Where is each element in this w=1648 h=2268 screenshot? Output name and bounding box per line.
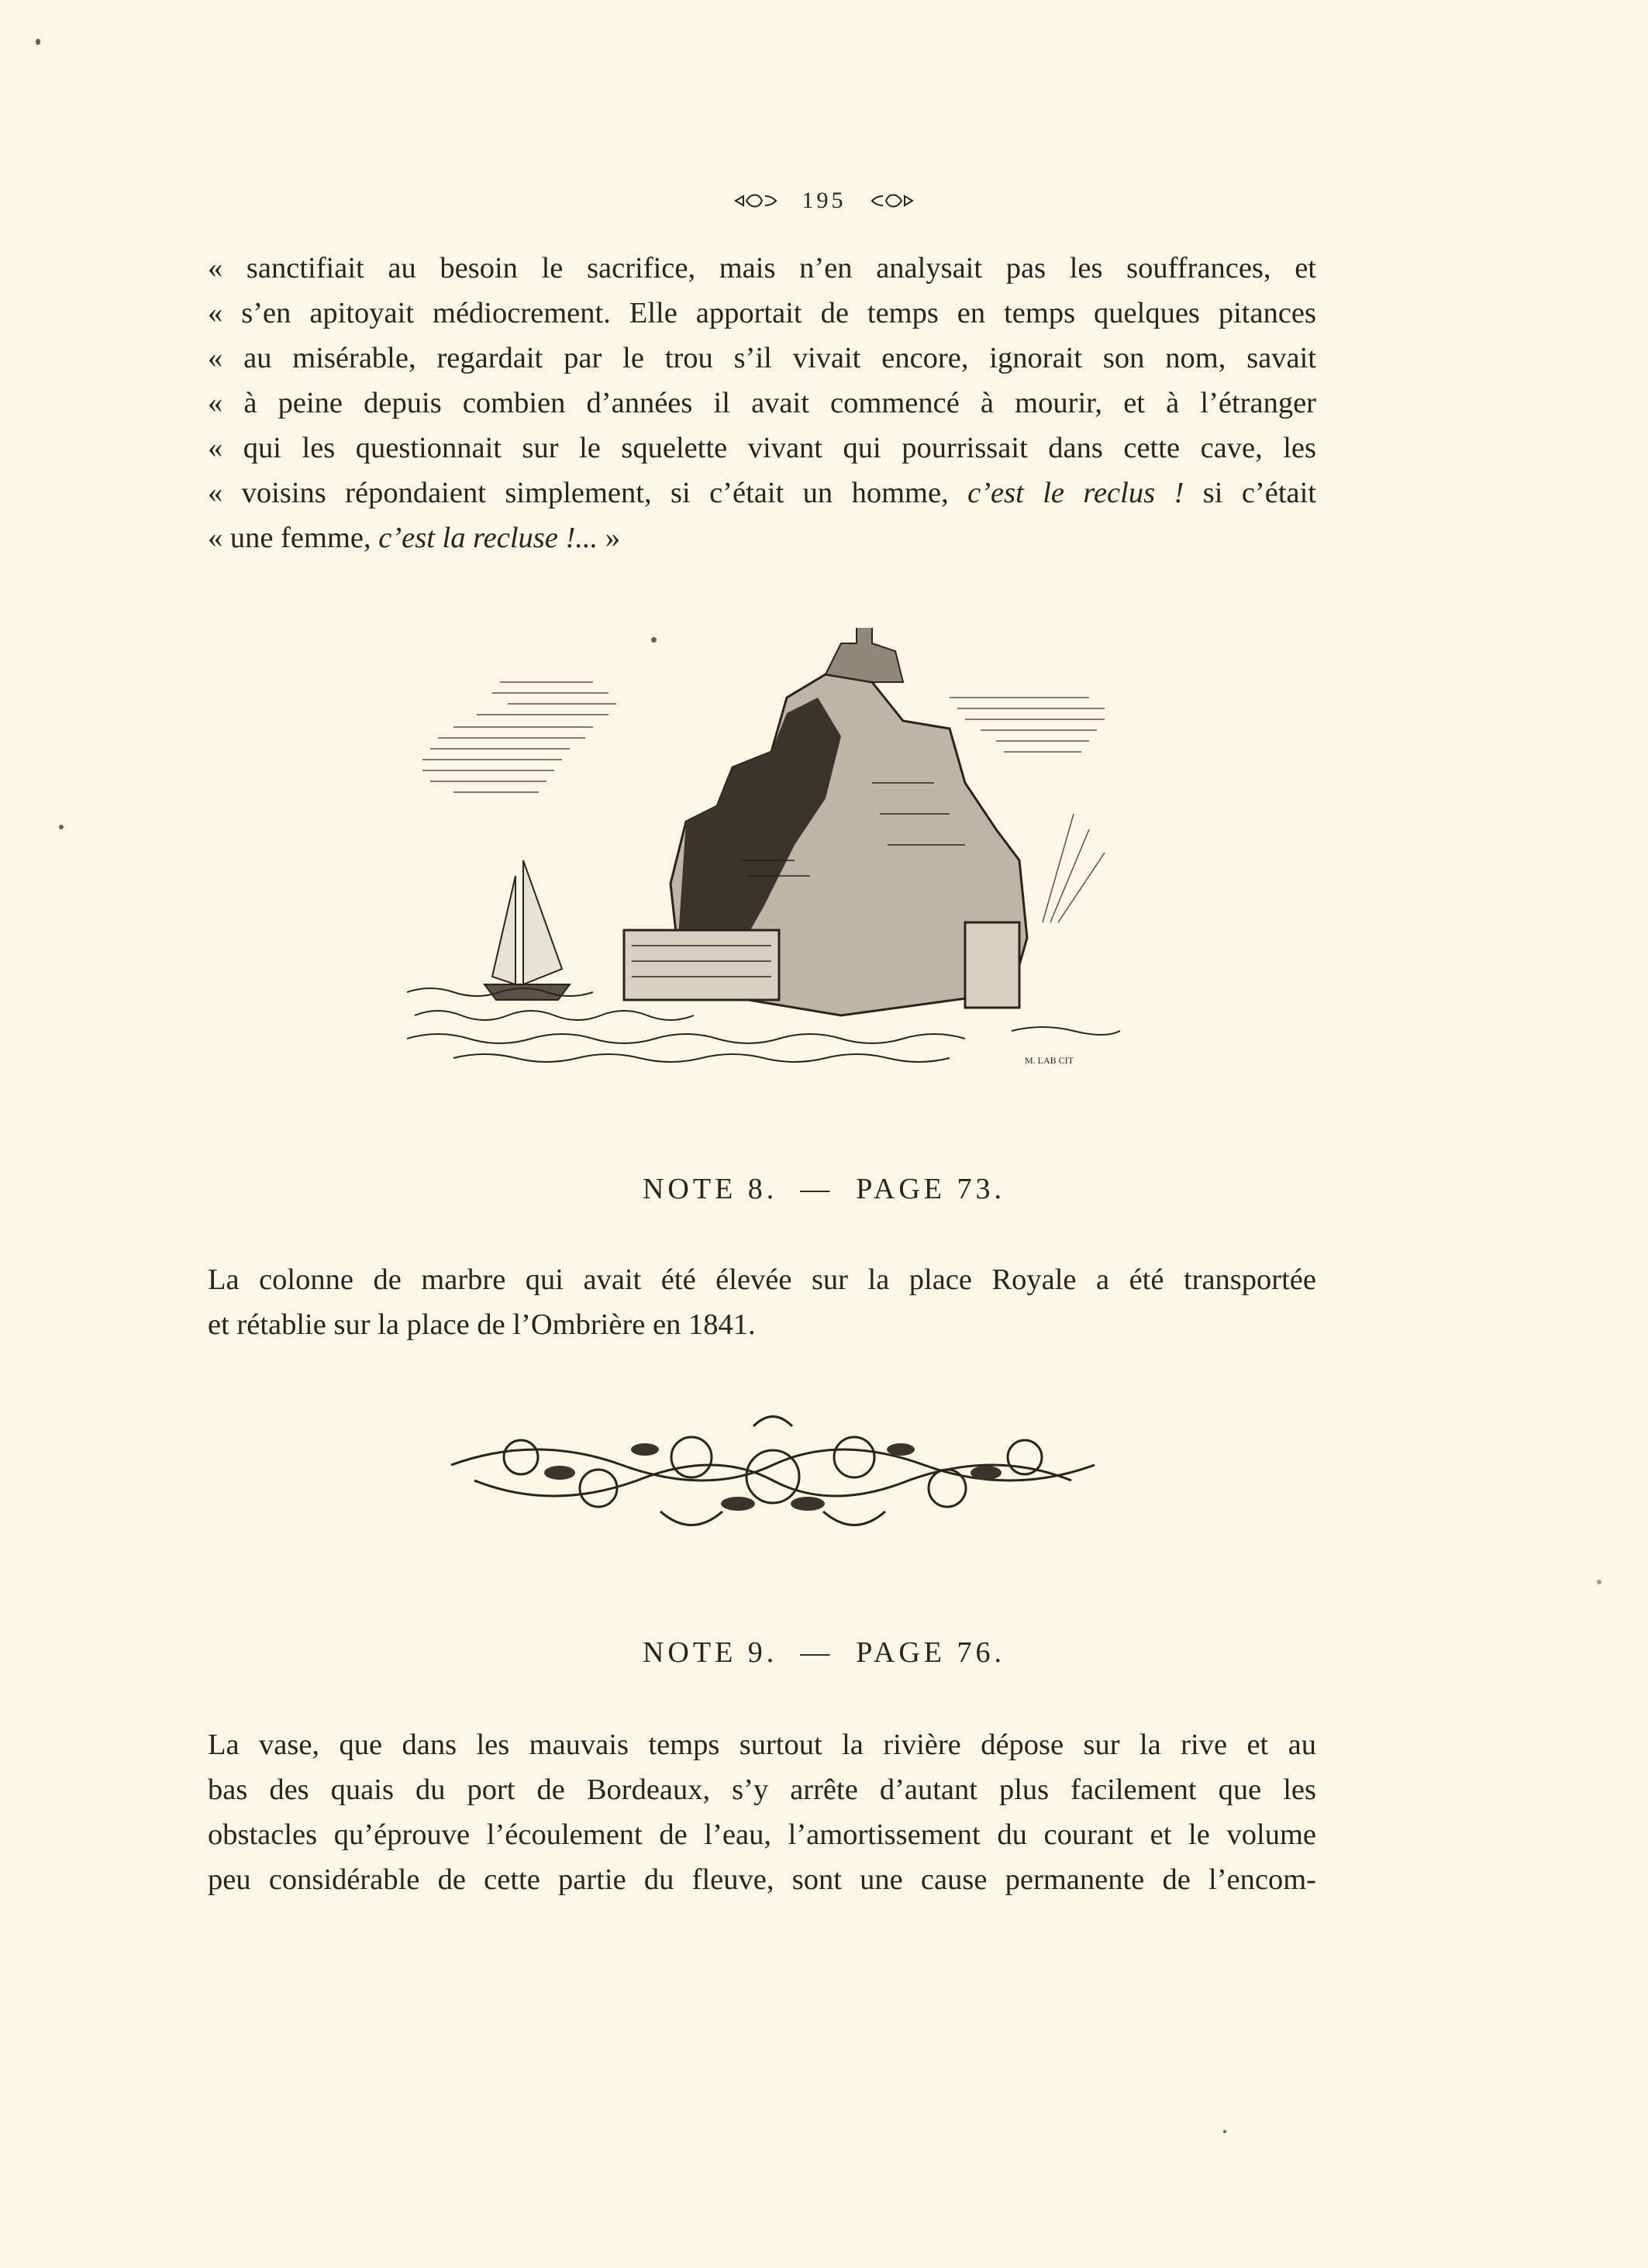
paragraph-line: bas des quais du port de Bordeaux, s’y arrête d’autant plus facilement que les [208, 1773, 1316, 1806]
quote-line: « s’en apitoyait médiocrement. Elle apportait de temps en temps quelques pitances [208, 297, 1316, 329]
rampart-wall [624, 930, 779, 1000]
paragraph-line: La colonne de marbre qui avait été élevée sur la place Royale a été transportée [208, 1263, 1316, 1296]
quote-line: « voisins répondaient simplement, si c’était un homme, c’est le reclus ! si c’était [208, 477, 1316, 509]
right-ornament-icon [869, 191, 915, 210]
quote-line: « qui les questionnait sur le squelette vivant qui pourrissait dans cette cave, les [208, 432, 1316, 464]
paragraph-line: peu considérable de cette partie du fleuve, sont une cause permanente de l’encom- [208, 1863, 1316, 1896]
paragraph-line: obstacles qu’éprouve l’écoulement de l’eau, l’amortissement du courant et le volume [208, 1818, 1316, 1851]
abbey-buildings [826, 628, 903, 682]
paper-speck [1223, 2130, 1226, 2133]
mont-saint-michel-engraving [407, 628, 1120, 1077]
page-number: 195 [802, 188, 846, 214]
paper-speck [59, 825, 64, 829]
engraver-signature: M. LAB CIT [1025, 1055, 1074, 1066]
quote-line: « sanctifiait au besoin le sacrifice, mais n’en analysait pas les souffrances, et [208, 252, 1316, 284]
paper-speck [651, 637, 657, 643]
page-header [0, 186, 1648, 214]
note-8-heading: NOTE 8. — PAGE 73. [642, 1173, 1006, 1205]
paragraph-line: La vase, que dans les mauvais temps surtout la rivière dépose sur la rive et au [208, 1729, 1316, 1761]
quote-line: « à peine depuis combien d’années il avait commencé à mourir, et à l’étranger [208, 387, 1316, 419]
quote-line: « une femme, c’est la recluse !... » [208, 522, 621, 554]
floral-fleuron-ornament [443, 1403, 1102, 1550]
italic-phrase: c’est la recluse !... [378, 522, 598, 554]
quote-line: « au misérable, regardait par le trou s’il vivait encore, ignorait son nom, savait [208, 342, 1316, 374]
left-ornament-icon [733, 191, 779, 210]
paragraph-line: et rétablie sur la place de l’Ombrière en 1841. [208, 1308, 756, 1341]
light-rays [1043, 814, 1105, 922]
rampart-tower [965, 922, 1019, 1008]
paper-speck [36, 39, 40, 45]
paper-speck [1597, 1580, 1601, 1584]
italic-phrase: c’est le reclus ! [967, 477, 1184, 509]
note-9-heading: NOTE 9. — PAGE 76. [642, 1636, 1006, 1669]
sailboat [484, 860, 570, 1000]
